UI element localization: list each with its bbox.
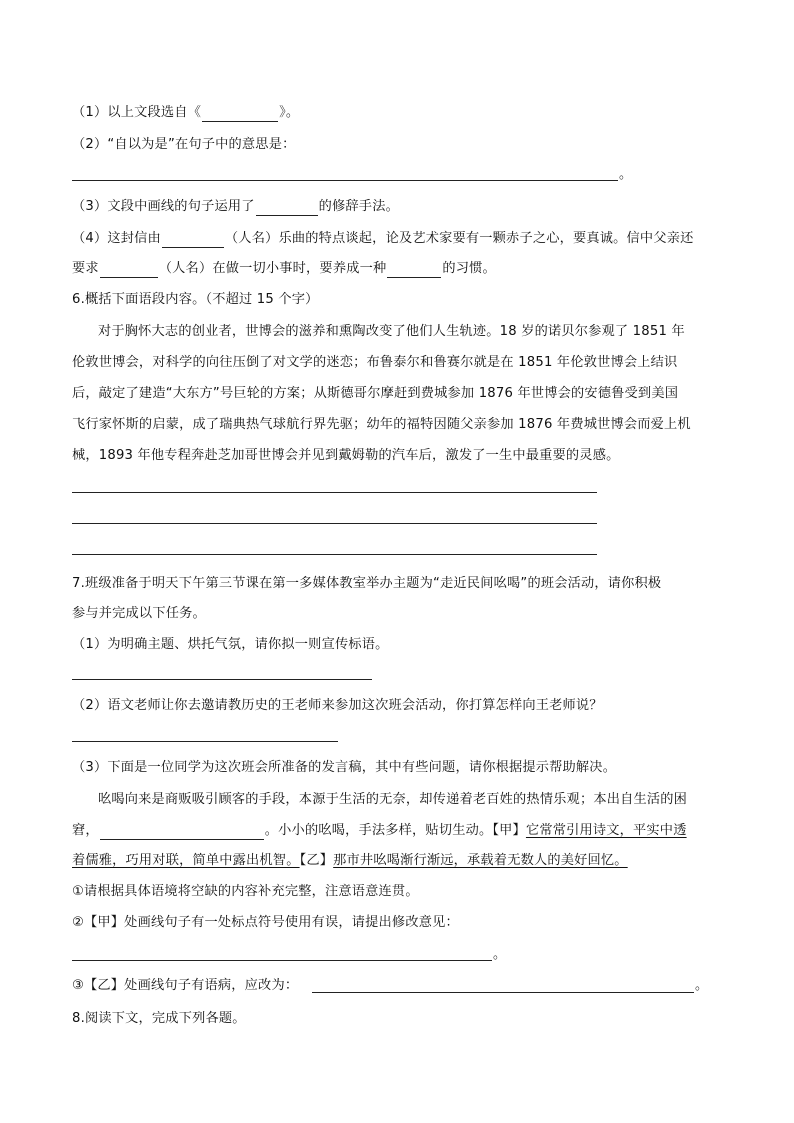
answer-line[interactable] (72, 741, 338, 742)
q7-passage-line-2 (72, 822, 687, 840)
q7-subtask-2-end: 。 (493, 947, 507, 962)
q8-title: 8.阅读下文，完成下列各题。 (72, 1011, 246, 1026)
q7-item-3: （3）下面是一位同学为这次班会所准备的发言稿，其中有些问题，请你根据提示帮助解决。 (72, 760, 617, 775)
q5-item-4-cont (72, 260, 496, 278)
q7-passage-2-a: 窘， (72, 823, 99, 838)
answer-line[interactable] (72, 960, 492, 961)
underlined-sentence-yi: 那市井吆喝渐行渐远，承载着无数人的美好回忆。 (333, 853, 628, 868)
q5-item-4-c: 要求 (72, 261, 99, 276)
q7-item-1: （1）为明确主题、烘托气氛，请你拟一则宣传标语。 (72, 637, 389, 652)
q6-paragraph-line-5: 械，1893 年他专程奔赴芝加哥世博会并见到戴姆勒的汽车后，激发了一生中最重要的灵感。 (72, 448, 620, 463)
q6-title: 6.概括下面语段内容。（不超过 15 个字） (72, 292, 319, 307)
q7-passage-line-1: 吆喝向来是商贩吸引顾客的手段，本源于生活的无奈，却传递着老百姓的热情乐观；本出自生活的困 (98, 792, 688, 807)
answer-blank[interactable] (100, 825, 264, 840)
q5-item-1-end: 》。 (279, 105, 300, 120)
q5-item-2: （2）“自以为是”在句子中的意思是： (72, 137, 296, 152)
q7-subtask-2: ②【甲】处画线句子有一处标点符号使用有误，请提出修改意见： (72, 915, 459, 930)
marker-yi: 【乙】 (299, 853, 334, 868)
q5-item-1-text: （1）以上文段选自《 (72, 105, 202, 120)
q6-paragraph-line-4: 飞行家怀斯的启蒙，成了瑞典热气球航行界先驱；幼年的福特因随父亲参加 1876 年费城世博会而爱上机 (72, 417, 691, 432)
answer-blank[interactable] (100, 263, 158, 278)
answer-blank[interactable] (387, 263, 441, 278)
q7-subtask-3-end: 。 (695, 978, 709, 993)
q6-paragraph-line-2: 伦敦世博会，对科学的向往压倒了对文学的迷恋；布鲁泰尔和鲁赛尔就是在 1851 年伦敦世博会上结识 (72, 355, 678, 370)
answer-blank[interactable] (256, 201, 318, 216)
q5-item-4-e: 的习惯。 (442, 261, 496, 276)
q6-paragraph-line-1: 对于胸怀大志的创业者，世博会的滋养和熏陶改变了他们人生轨迹。18 岁的诺贝尔参观了 1851 年 (98, 324, 685, 339)
answer-blank[interactable] (162, 233, 224, 248)
q7-title-line-2: 参与并完成以下任务。 (72, 606, 206, 621)
q7-subtask-1: ①请根据具体语境将空缺的内容补充完整，注意语意连贯。 (72, 884, 419, 899)
q5-item-2-end: 。 (619, 167, 633, 182)
answer-line[interactable] (72, 492, 597, 493)
q5-item-4-b: （人名）乐曲的特点谈起，论及艺术家要有一颗赤子之心，要真诚。信中父亲还 (224, 231, 694, 246)
q5-item-4-a: （4）这封信由 (72, 231, 161, 246)
answer-line[interactable] (72, 180, 618, 181)
q7-item-2: （2）语文老师让你去邀请教历史的王老师来参加这次班会活动，你打算怎样向王老师说？ (72, 698, 603, 713)
q7-subtask-3: ③【乙】处画线句子有语病，应改为： (72, 978, 299, 993)
answer-line[interactable] (72, 679, 372, 680)
underlined-sentence-jia-cont: 着儒雅，巧用对联，简单中露出机智。 (72, 853, 300, 868)
q5-item-4-d: （人名）在做一切小事时，要养成一种 (158, 261, 387, 276)
q6-paragraph-line-3: 后，敲定了建造“大东方”号巨轮的方案；从斯德哥尔摩赶到费城参加 1876 年世博会的安德鲁受到美国 (72, 386, 679, 401)
q5-item-3-text: （3）文段中画线的句子运用了 (72, 199, 255, 214)
answer-line[interactable] (312, 992, 694, 993)
q5-item-3-end: 的修辞手法。 (318, 199, 399, 214)
q5-item-1 (72, 104, 299, 122)
q7-passage-2-b: 。小小的吆喝，手法多样，贴切生动。【甲】 (264, 823, 526, 838)
answer-blank[interactable] (202, 107, 278, 122)
q7-title-line-1: 7.班级准备于明天下午第三节课在第一多媒体教室举办主题为“走近民间吆喝”的班会活动，请你积极 (72, 576, 662, 591)
q5-item-3 (72, 198, 399, 216)
underlined-sentence-jia: 它常常引用诗文，平实中透 (525, 823, 687, 838)
q5-item-4 (72, 230, 693, 248)
answer-line[interactable] (72, 523, 597, 524)
q7-passage-line-3 (72, 852, 628, 870)
answer-line[interactable] (72, 554, 597, 555)
